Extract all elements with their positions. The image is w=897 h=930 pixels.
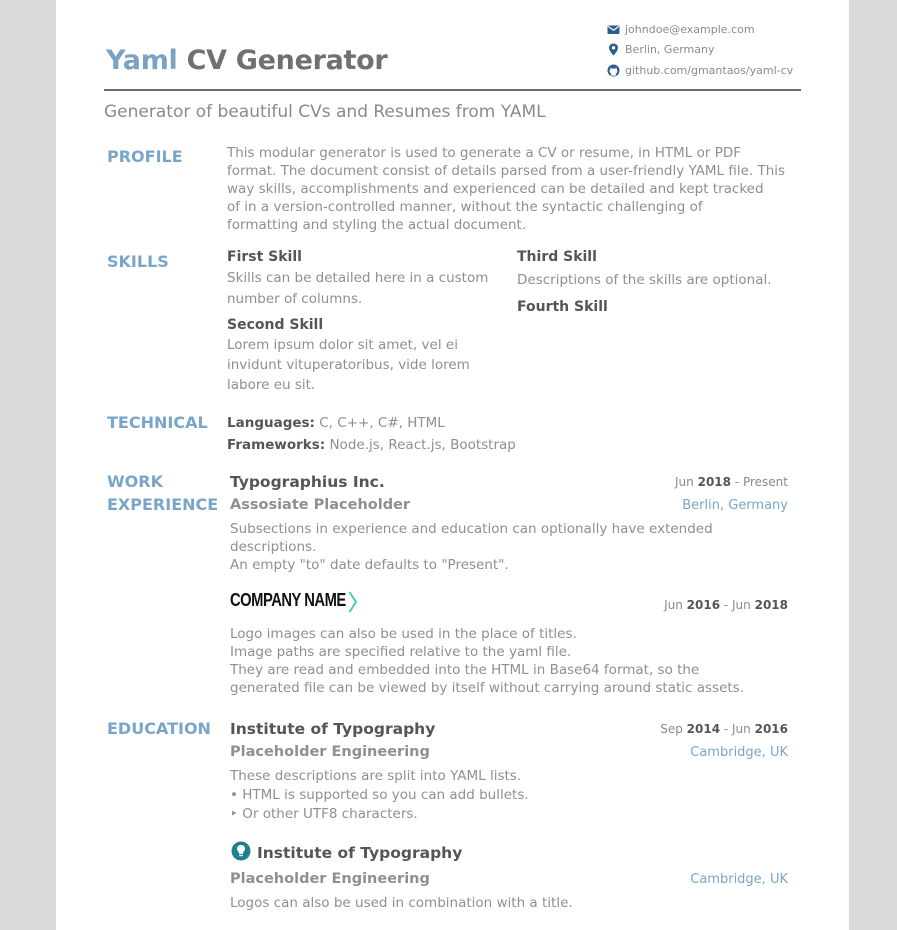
education-entry-description: These descriptions are split into YAML lists. • HTML is supported so you can add bullets. ‣ Or other UTF8 characters. [230,768,529,822]
skill-description: Lorem ipsum dolor sit amet, vel ei invidunt vituperatoribus, vide lorem labore eu sit. [227,337,470,393]
work-entry-description: Logo images can also be used in the place of titles. Image paths are specified relative to the yaml file. They are read and embedded into the HTML in Base64 format, so the generated file can be viewed by itself without carrying around static assets. [230,626,744,696]
section-heading-education: EDUCATION [107,719,211,738]
work-entry-location: Berlin, Germany [682,498,788,513]
education-entry-description: Logos can also be used in combination with a title. [230,895,573,911]
education-entry-degree: Placeholder Engineering [230,744,430,760]
header-divider [104,89,801,91]
map-pin-icon [607,43,620,56]
technical-languages: Languages: C, C++, C#, HTML [227,415,445,431]
technical-frameworks: Frameworks: Node.js, React.js, Bootstrap [227,437,516,453]
education-entry-location: Cambridge, UK [690,872,788,887]
work-entry-description: Subsections in experience and education can optionally have extended descriptions. An empty "to" date defaults to "Present". [230,521,713,573]
page-subtitle: Generator of beautiful CVs and Resumes from YAML [104,102,546,122]
cv-page: Yaml CV Generator johndoe@example.com Berlin, Germany github.com/gmantaos/yaml-cv Generator of beautiful CVs and Resumes from YAML PROFILE This modular generator is used to generate a CV or resume, in HTML or PDF format. The document consist of details parsed from a user-friendly YAML file. This way skills, accomplishments and experienced can be detailed and kept tracked of in a version-controlled manner, without the syntactic challenging of formatting and styling the actual document. SKILLS First Skill Skills can be detailed here in a custom number of columns. Second Skill Lorem ipsum dolor sit amet, vel ei invidunt vituperatoribus, vide lorem labore eu sit. Third Skill Descriptions of the skills are optional. Fourth Skill TECHNICAL Languages: C, C++, C#, HTML Frameworks: Node.js, React.js, Bootstrap WORK EXPERIENCE Typographius Inc. Jun 2018 - Present Assosiate Placeholder Berlin, Germany Subsections in experience and education can optionally have extended descriptions. An empty "to" date defaults to "Present". COMPANY NAME Jun 2016 - Jun 2018 Logo images can also be used in the place of titles. Image paths are specified relative to the yaml file. They are read and embedded into the HTML in Base64 format, so the generated file can be viewed by itself without carrying around static assets. EDUCATION Institute of Typography Sep 2014 - Jun 2016 Placeholder Engineering Cambridge, UK These descriptions are split into YAML lists. • HTML is supported so you can add bullets. ‣ Or other UTF8 characters. Institute of Typography Placeholder Engineering Cambridge, UK Logos can also be used in combination with a title. [56,0,849,930]
skill-title: First Skill [227,249,302,265]
skill-title: Second Skill [227,317,324,333]
skill-description: Skills can be detailed here in a custom number of columns. [227,270,489,307]
profile-text: This modular generator is used to generate a CV or resume, in HTML or PDF format. The document consist of details parsed from a user-friendly YAML file. This way skills, accomplishments and experienced can be detailed and kept tracked of in a version-controlled manner, without the syntactic challenging of formatting and styling the actual document. [227,145,786,233]
work-entry-company: Typographius Inc. [230,473,385,491]
school-logo-icon [231,841,251,861]
work-entry-date: Jun 2016 - Jun 2018 [664,598,788,612]
section-heading-work-experience: WORK EXPERIENCE [107,472,219,514]
skill-description: Descriptions of the skills are optional. [517,272,772,288]
envelope-icon [607,23,620,36]
education-entry-degree: Placeholder Engineering [230,871,430,887]
work-entry-date: Jun 2018 - Present [675,475,788,489]
skill-title: Fourth Skill [517,299,608,315]
skill-title: Third Skill [517,249,597,265]
education-entry-date: Sep 2014 - Jun 2016 [660,722,788,736]
section-heading-technical: TECHNICAL [107,413,208,432]
work-entry-position: Assosiate Placeholder [230,497,411,513]
education-entry-school: Institute of Typography [230,720,436,738]
logo-chevron-icon [348,590,358,614]
education-entry-school: Institute of Typography [257,844,463,862]
github-icon [607,64,620,77]
section-heading-skills: SKILLS [107,252,169,271]
company-logo: COMPANY NAME [230,589,360,615]
section-heading-profile: PROFILE [107,147,183,166]
technical-list [227,412,516,456]
page-title: Yaml CV Generator [106,45,388,76]
education-entry-location: Cambridge, UK [690,745,788,760]
